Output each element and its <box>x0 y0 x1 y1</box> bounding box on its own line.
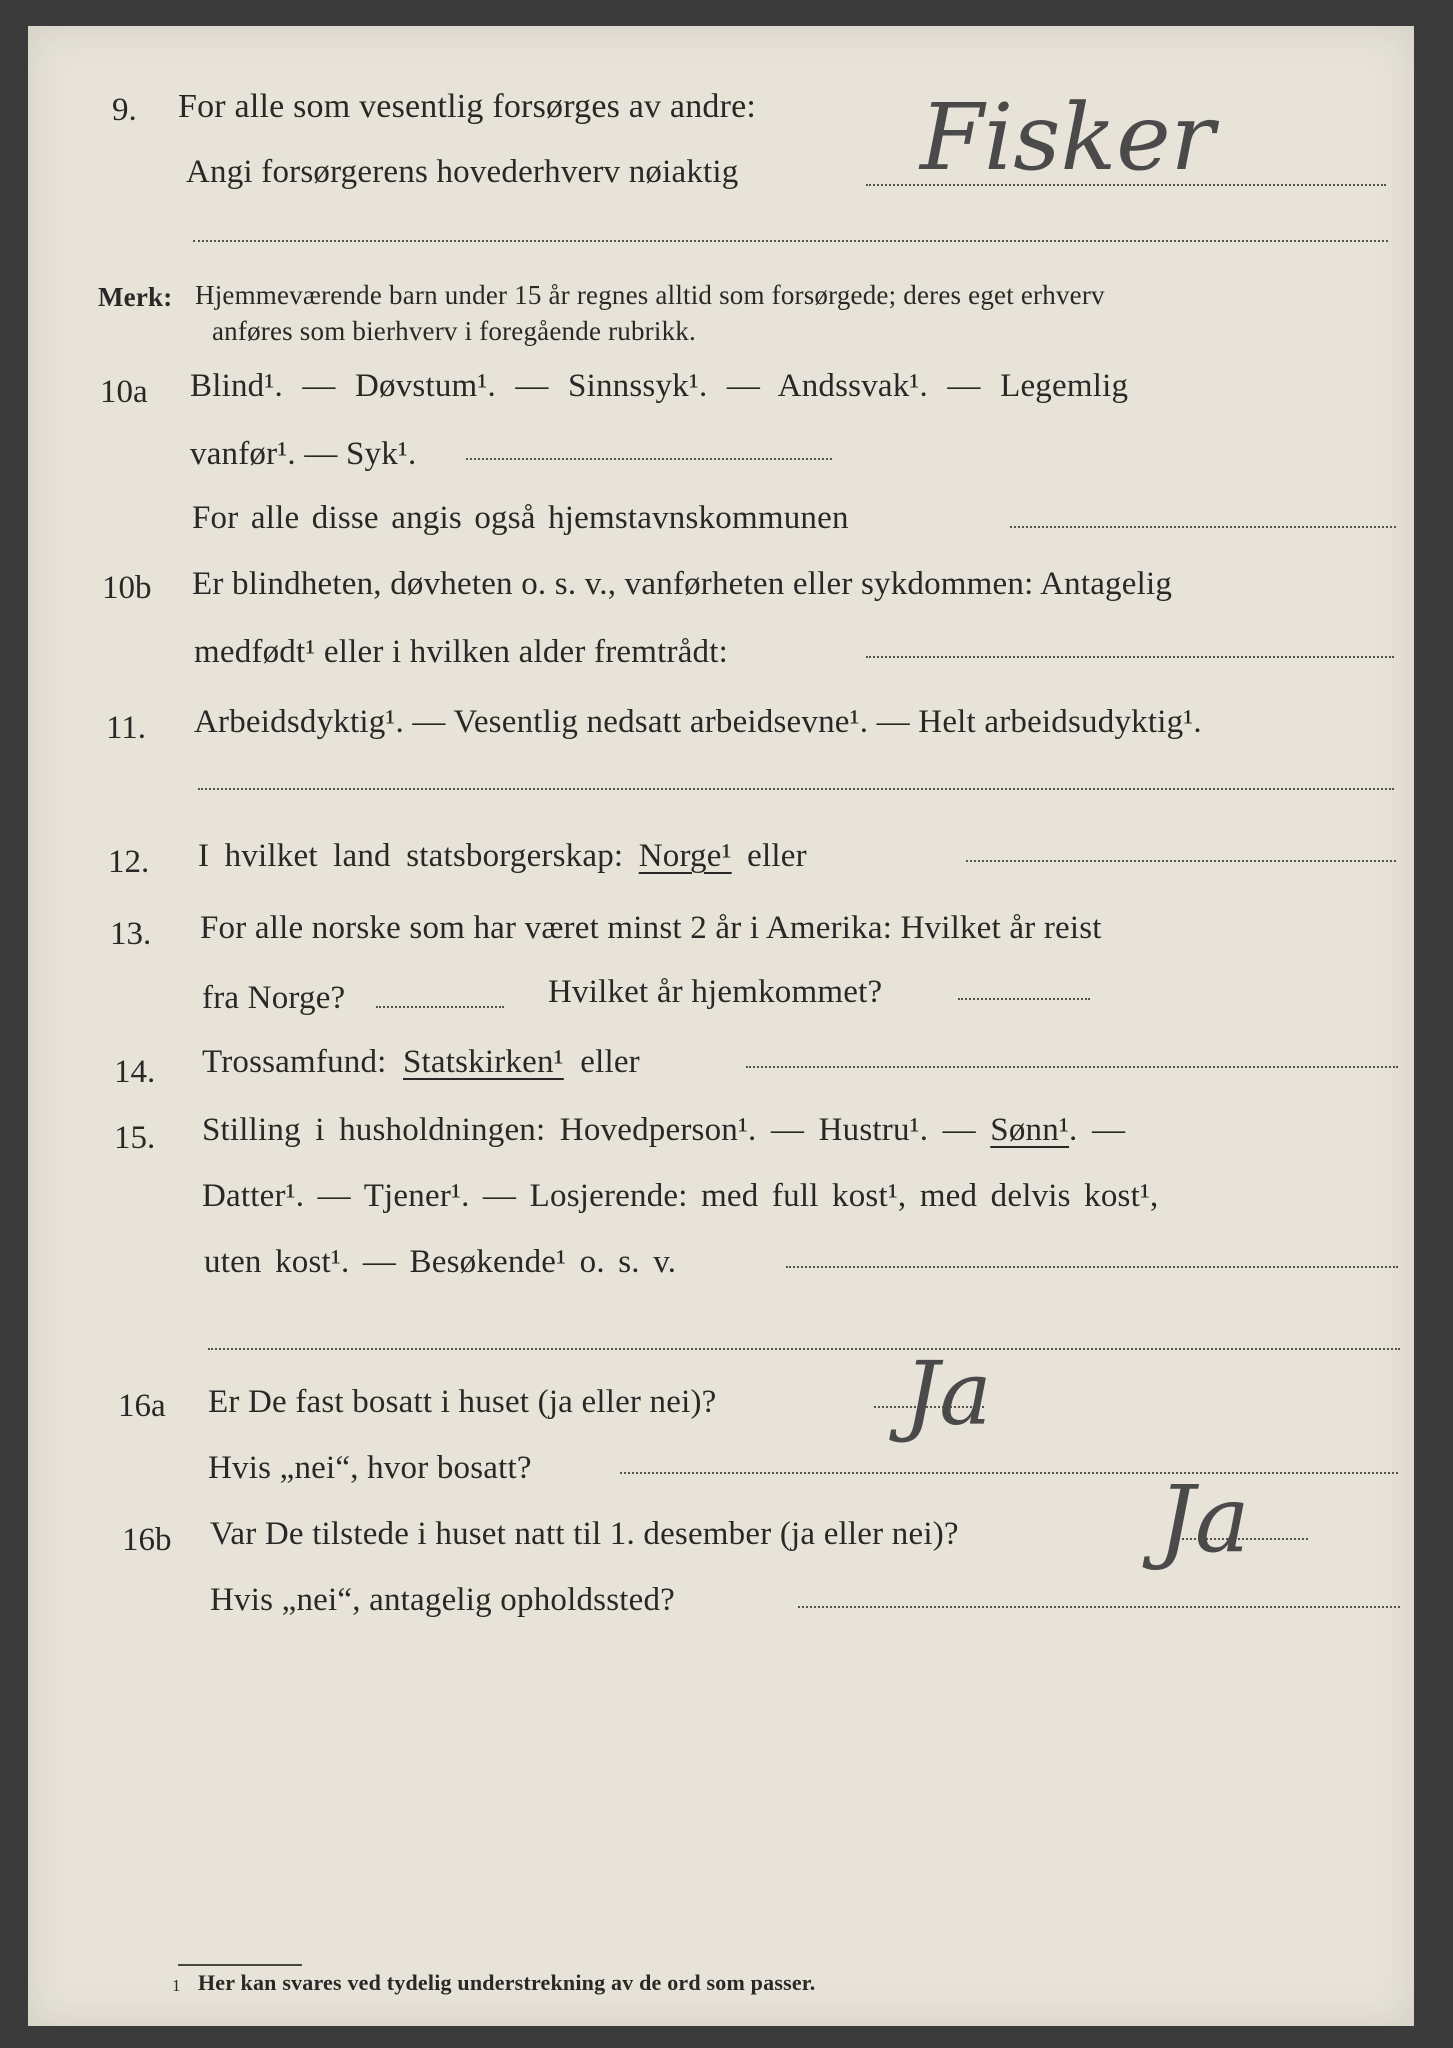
q14-answer-line <box>746 1066 1398 1068</box>
q11-number: 11. <box>106 710 147 746</box>
q10a-line1: Blind¹. — Døvstum¹. — Sinnssyk¹. — Andssvak¹. — Legemlig <box>190 368 1129 404</box>
q15-line1 <box>202 1112 1125 1149</box>
q9-extra-line <box>193 240 1388 242</box>
q14-suffix: eller <box>580 1044 640 1080</box>
census-form-page <box>28 26 1414 2026</box>
q10b-line1: Er blindheten, døvheten o. s. v., vanførheten eller sykdommen: Antagelig <box>192 566 1173 602</box>
q13-number: 13. <box>110 916 152 952</box>
q12-prefix: I hvilket land statsborgerskap: <box>198 838 624 874</box>
q16b-line1: Var De tilstede i huset natt til 1. desember (ja eller nei)? <box>210 1516 959 1552</box>
q16a-number: 16a <box>118 1388 166 1424</box>
q16a-where-line <box>620 1472 1398 1474</box>
q14-number: 14. <box>114 1054 156 1090</box>
footnote-rule <box>178 1964 302 1966</box>
q14-prefix: Trossamfund: <box>202 1044 387 1080</box>
q10b-line2: medfødt¹ eller i hvilken alder fremtrådt: <box>194 634 728 670</box>
q12-option-norge: Norge¹ <box>638 838 732 874</box>
q13-line2a: fra Norge? <box>202 980 346 1016</box>
q13-left-line <box>376 1006 504 1008</box>
q15-line1-text: Stilling i husholdningen: Hovedperson¹. — Hustru¹. — <box>202 1112 976 1148</box>
q16a-line2: Hvis „nei“, hvor bosatt? <box>208 1450 532 1486</box>
q15-extra-line <box>208 1348 1400 1350</box>
q12-suffix: eller <box>747 838 807 874</box>
q16a-line1: Er De fast bosatt i huset (ja eller nei)? <box>208 1384 717 1420</box>
q9-line1: For alle som vesentlig forsørges av andre: <box>178 88 757 125</box>
q15-answer-line <box>786 1266 1398 1268</box>
q11-line1: Arbeidsdyktig¹. — Vesentlig nedsatt arbeidsevne¹. — Helt arbeidsudyktig¹. <box>194 704 1202 740</box>
q16b-where-line <box>798 1606 1400 1608</box>
merk-line2: anføres som bierhverv i foregående rubrikk. <box>212 316 696 346</box>
q10a-hometown-line <box>1010 526 1396 528</box>
q12-answer-line <box>966 860 1396 862</box>
q16b-handwritten-answer: Ja <box>1158 1466 1250 1573</box>
q10a-line3: For alle disse angis også hjemstavnskommunen <box>192 500 849 536</box>
q15-option-sonn: Sønn¹ <box>990 1112 1070 1148</box>
q13-line2b: Hvilket år hjemkommet? <box>548 974 883 1010</box>
q15-line2: Datter¹. — Tjener¹. — Losjerende: med full kost¹, med delvis kost¹, <box>202 1178 1159 1214</box>
q10a-line2: vanfør¹. — Syk¹. <box>190 436 417 472</box>
footnote-mark: 1 <box>172 1976 181 1995</box>
q14-option-statskirken: Statskirken¹ <box>403 1044 564 1080</box>
footnote-text: Her kan svares ved tydelig understrekning av de ord som passer. <box>198 1970 816 1995</box>
q10a-syk-line <box>466 458 832 460</box>
merk-label: Merk: <box>98 282 173 312</box>
q14-line <box>202 1044 640 1081</box>
q10b-number: 10b <box>102 570 152 606</box>
q9-handwritten-answer: Fisker <box>920 84 1215 191</box>
q10b-answer-line <box>866 656 1394 658</box>
q11-extra-line <box>198 788 1394 790</box>
q15-line3: uten kost¹. — Besøkende¹ o. s. v. <box>204 1244 677 1280</box>
q13-right-line <box>958 998 1090 1000</box>
q16b-number: 16b <box>122 1522 172 1558</box>
q12-line <box>198 838 807 875</box>
q15-line1-end: . — <box>1069 1112 1126 1148</box>
q9-number: 9. <box>112 92 137 128</box>
q12-number: 12. <box>108 844 150 880</box>
q13-line1: For alle norske som har været minst 2 år i Amerika: Hvilket år reist <box>200 910 1102 946</box>
merk-line1: Hjemmeværende barn under 15 år regnes alltid som forsørgede; deres eget erhverv <box>195 280 1105 310</box>
q16a-handwritten-answer: Ja <box>904 1342 992 1445</box>
q16b-line2: Hvis „nei“, antagelig opholdssted? <box>210 1582 676 1618</box>
q15-number: 15. <box>114 1120 156 1156</box>
q10a-number: 10a <box>100 374 148 410</box>
q9-line2: Angi forsørgerens hovederhverv nøiaktig <box>186 154 739 190</box>
